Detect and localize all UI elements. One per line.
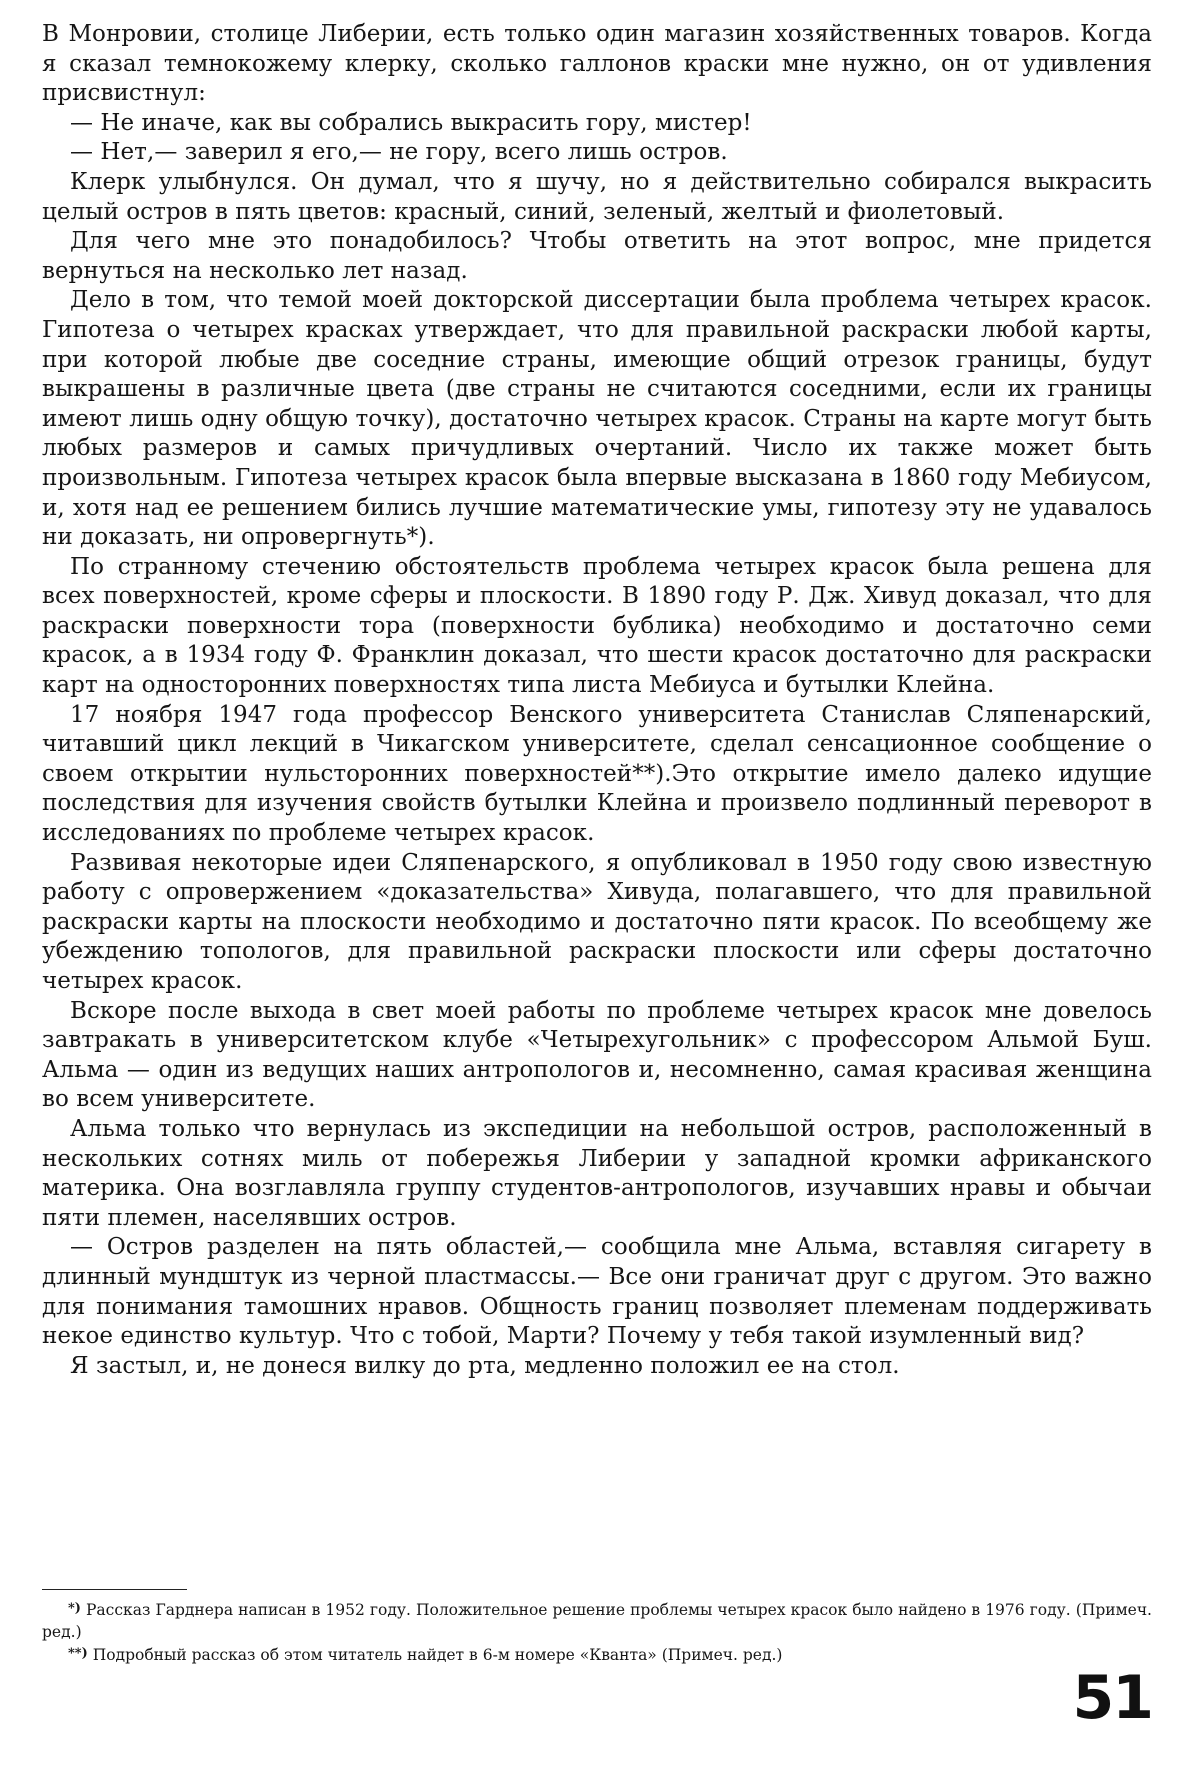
paragraph-other-surfaces: По странному стечению обстоятельств проблема четырех красок была решена для всех поверхностей, кроме сферы и плоскости. В 1890 году Р. Дж. Хивуд доказал, что для раскраски поверхности тора (поверхности бублика) необходимо и достаточно семи красок, а в 1934 году Ф. Франклин доказал, что шести красок достаточно для раскраски карт на односторонних поверхностях типа листа Мебиуса и бутылки Клейна. (42, 553, 1152, 699)
footnote-2-text: Подробный рассказ об этом читатель найдет в 6-м номере «Кванта» (Примеч. ред.) (92, 1646, 783, 1664)
footnote-1 (42, 1598, 1152, 1643)
footnote-1-text: Рассказ Гарднера написан в 1952 году. Положительное решение проблемы четырех красок было найдено в 1976 году. (Примеч. ред.) (42, 1601, 1152, 1641)
page-number: 51 (1072, 1663, 1152, 1733)
paragraph-alma-bush: Вскоре после выхода в свет моей работы по проблеме четырех красок мне довелось завтракать в университетском клубе «Четырехугольник» с профессором Альмой Буш. Альма — один из ведущих наших антропологов и, несомненно, самая красивая женщина во всем университете. (42, 997, 1152, 1113)
footnote-divider (42, 1589, 187, 1590)
page-body (42, 20, 1152, 1381)
paragraph-slapenarski: 17 ноября 1947 года профессор Венского университета Станислав Сляпенарский, читавший цикл лекций в Чикагском университете, сделал сенсационное сообщение о своем открытии нульсторонних поверхностей**).Это открытие имело далеко идущие последствия для изучения свойств бутылки Клейна и произвело подлинный переворот в исследованиях по проблеме четырех красок. (42, 701, 1152, 847)
footnotes (42, 1598, 1152, 1666)
footnote-1-mark: *) (68, 1601, 81, 1616)
paragraph-opening: В Монровии, столице Либерии, есть только один магазин хозяйственных товаров. Когда я сказал темнокожему клерку, сколько галлонов краски мне нужно, он от удивления присвистнул: (42, 21, 1152, 107)
paragraph-heawood-refutation: Развивая некоторые идеи Сляпенарского, я опубликовал в 1950 году свою известную работу с опровержением «доказательства» Хивуда, полагавшего, что для правильной раскраски карты на плоскости необходимо и достаточно пяти красок. По всеобщему же убеждению топологов, для правильной раскраски плоскости или сферы достаточно четырех красок. (42, 849, 1152, 994)
paragraph-expedition: Альма только что вернулась из экспедиции на небольшой остров, расположенный в нескольких сотнях миль от побережья Либерии у западной кромки африканского материка. Она возглавляла группу студентов-антропологов, изучавших нравы и обычаи пяти племен, населявших остров. (42, 1115, 1152, 1231)
paragraph-dialogue-clerk: — Не иначе, как вы собрались выкрасить гору, мистер! (70, 109, 752, 136)
paragraph-island-regions: — Остров разделен на пять областей,— сообщила мне Альма, вставляя сигарету в длинный мундштук из черной пластмассы.— Все они граничат друг с другом. Это важно для понимания тамошних нравов. Общность границ позволяет племенам поддерживать некое единство культур. Что с тобой, Марти? Почему у тебя такой изумленный вид? (42, 1234, 1152, 1350)
footnote-2 (42, 1643, 1152, 1666)
paragraph-five-colors: Клерк улыбнулся. Он думал, что я шучу, но я действительно собирался выкрасить целый остров в пять цветов: красный, синий, зеленый, желтый и фиолетовый. (42, 168, 1152, 225)
paragraph-why: Для чего мне это понадобилось? Чтобы ответить на этот вопрос, мне придется вернуться на несколько лет назад. (42, 228, 1152, 284)
paragraph-four-color-problem: Дело в том, что темой моей докторской диссертации была проблема четырех красок. Гипотеза о четырех красках утверждает, что для правильной раскраски любой карты, при которой любые две соседние страны, имеющие общий отрезок границы, будут выкрашены в различные цвета (две страны не считаются соседними, если их границы имеют лишь одну общую точку), достаточно четырех красок. Страны на карте могут быть любых размеров и самых причудливых очертаний. Число их также может быть произвольным. Гипотеза четырех красок была впервые высказана в 1860 году Мебиусом, и, хотя над ее решением бились лучшие математические умы, гипотезу эту не удавалось ни доказать, ни опровергнуть*). (42, 287, 1152, 551)
paragraph-fork: Я застыл, и, не донеся вилку до рта, медленно положил ее на стол. (70, 1352, 900, 1379)
paragraph-dialogue-reply: — Нет,— заверил я его,— не гору, всего лишь остров. (70, 139, 728, 166)
footnote-2-mark: **) (68, 1646, 88, 1661)
